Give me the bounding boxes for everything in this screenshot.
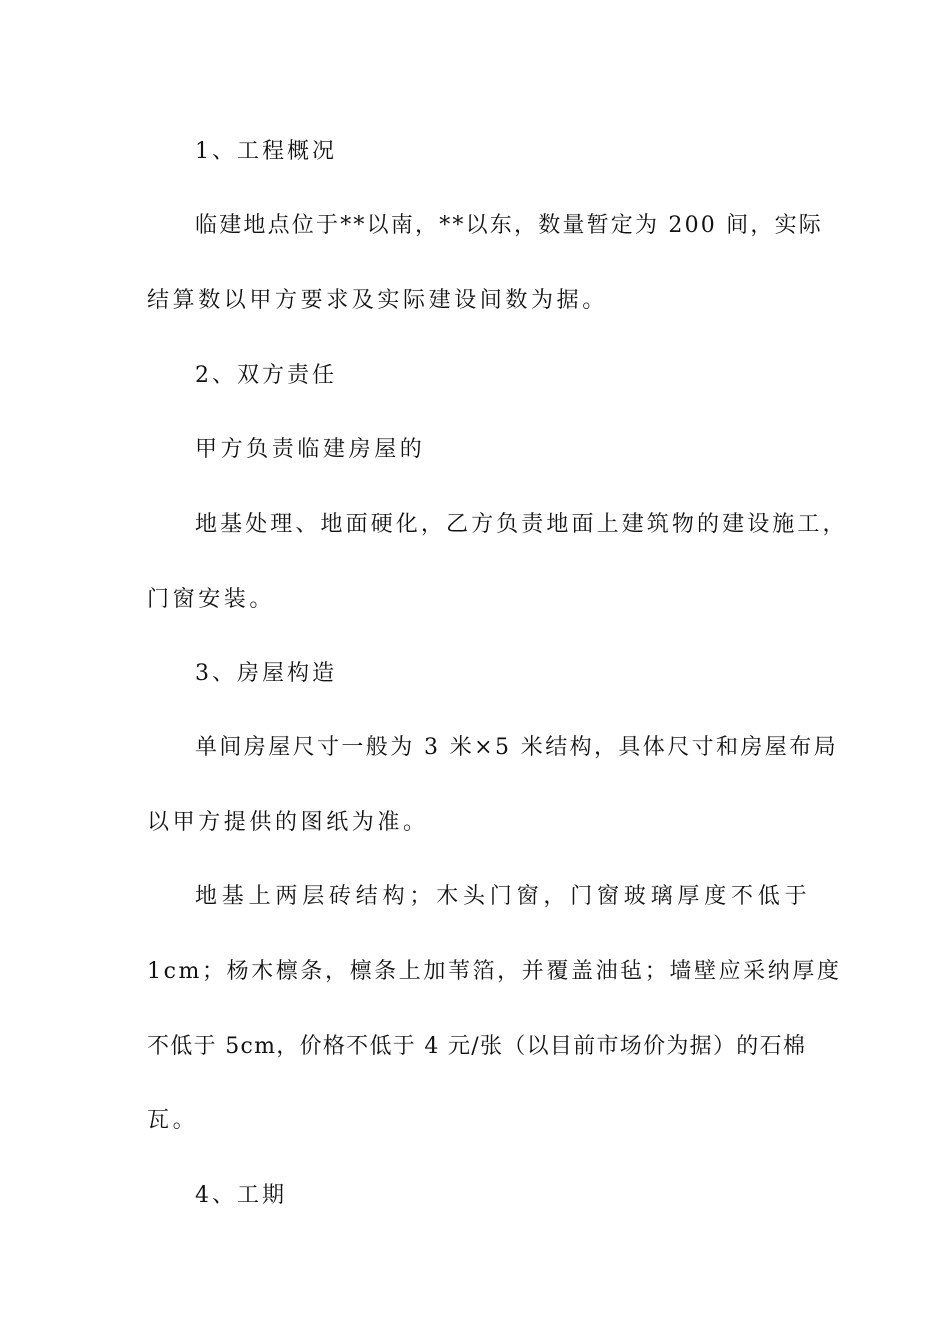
section-heading-2: 2、双方责任 xyxy=(195,363,337,388)
paragraph-line: 结算数以甲方要求及实际建设间数为据。 xyxy=(147,288,608,313)
paragraph-line: 临建地点位于**以南，**以东，数量暂定为 200 间，实际 xyxy=(195,213,823,238)
paragraph-line: 不低于 5cm，价格不低于 4 元/张（以目前市场价为据）的石棉 xyxy=(147,1034,807,1059)
section-heading-4: 4、工期 xyxy=(195,1183,287,1208)
paragraph-line: 以甲方提供的图纸为准。 xyxy=(147,810,429,835)
paragraph-line: 瓦。 xyxy=(147,1108,199,1133)
paragraph-line: 甲方负责临建房屋的 xyxy=(195,437,426,462)
paragraph-line: 单间房屋尺寸一般为 3 米×5 米结构，具体尺寸和房屋布局 xyxy=(195,735,839,760)
paragraph-line: 门窗安装。 xyxy=(147,587,276,612)
paragraph-line: 地基上两层砖结构；木头门窗，门窗玻璃厚度不低于 xyxy=(195,884,812,909)
section-heading-3: 3、房屋构造 xyxy=(195,661,337,686)
section-heading-1: 1、工程概况 xyxy=(195,139,337,164)
paragraph-line: 1cm；杨木檩条，檩条上加苇箔，并覆盖油毡；墙壁应采纳厚度 xyxy=(147,959,842,984)
paragraph-line: 地基处理、地面硬化，乙方负责地面上建筑物的建设施工， xyxy=(195,512,848,537)
